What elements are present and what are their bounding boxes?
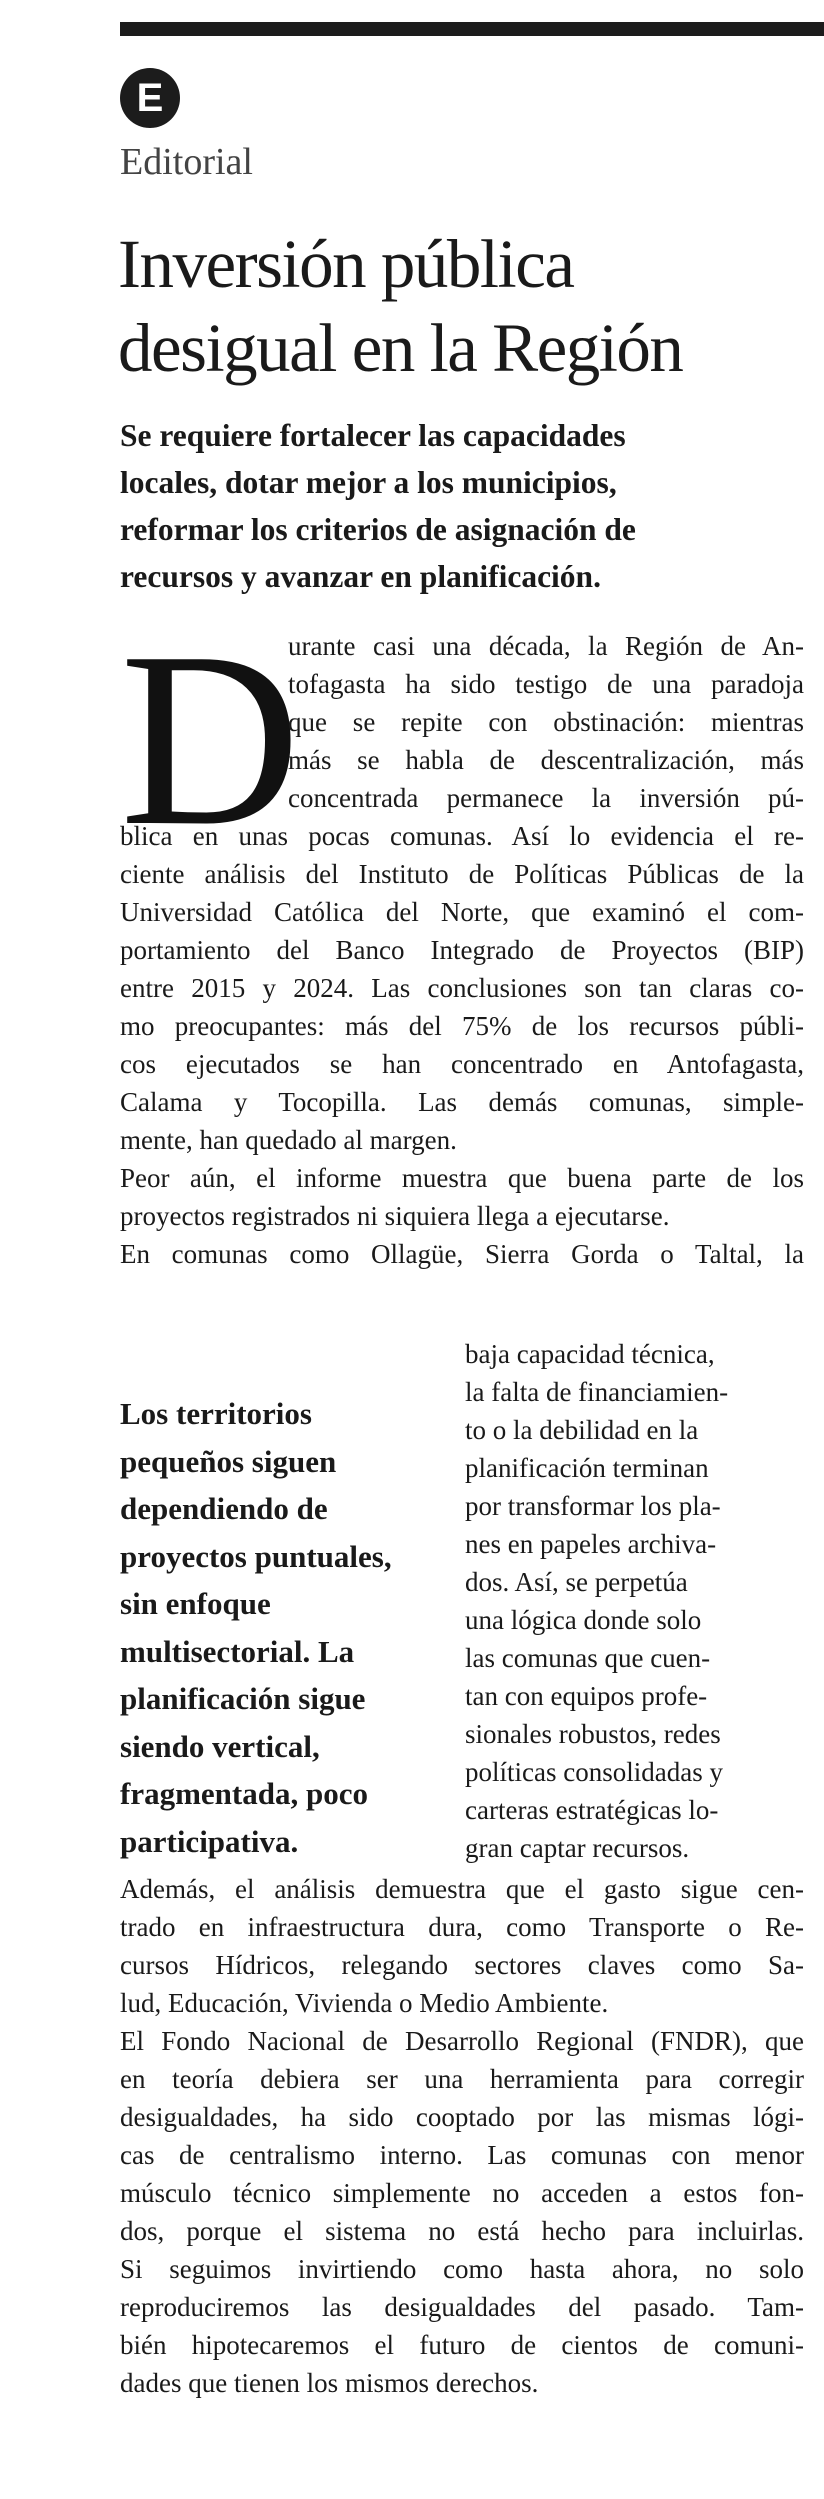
body-line: dades que tienen los mismos derechos.: [120, 2368, 539, 2398]
body-line: reproduciremos las desigualdades del pasado. Tam-: [120, 2292, 804, 2322]
body-line: que se repite con obstinación: mientras: [288, 707, 804, 737]
body-line: trado en infraestructura dura, como Transporte o Re-: [120, 1912, 804, 1942]
section-label: Editorial: [120, 141, 253, 183]
body-line: por transformar los pla-: [465, 1491, 721, 1521]
body-line: to o la debilidad en la: [465, 1415, 699, 1445]
body-bottom: [120, 1870, 804, 2402]
pull-quote: [120, 1390, 455, 1865]
body-line: una lógica donde solo: [465, 1605, 702, 1635]
body-line: tan con equipos profe-: [465, 1681, 708, 1711]
body-line: entre 2015 y 2024. Las conclusiones son tan claras co-: [120, 973, 804, 1003]
dek-line: recursos y avanzar en planificación.: [120, 559, 601, 594]
body-line: desigualdades, ha sido cooptado por las mismas lógi-: [120, 2102, 804, 2132]
body-line: ciente análisis del Instituto de Políticas Públicas de la: [120, 859, 804, 889]
body-line: cos ejecutados se han concentrado en Antofagasta,: [120, 1049, 804, 1079]
body-line: gran captar recursos.: [465, 1833, 690, 1863]
pull-quote-line: planificación sigue: [120, 1681, 366, 1716]
body-line: planificación terminan: [465, 1453, 709, 1483]
dek-line: Se requiere fortalecer las capacidades: [120, 418, 626, 453]
drop-cap: D: [120, 601, 301, 878]
body-line: políticas consolidadas y: [465, 1757, 723, 1787]
body-line: tofagasta ha sido testigo de una paradoja: [288, 669, 804, 699]
pull-quote-line: fragmentada, poco: [120, 1776, 368, 1811]
body-top: [120, 601, 804, 1273]
body-line: dos, porque el sistema no está hecho para incluirlas.: [120, 2216, 804, 2246]
pull-quote-line: siendo vertical,: [120, 1728, 320, 1764]
body-line: Si seguimos invirtiendo como hasta ahora, no solo: [120, 2254, 804, 2284]
pull-quote-line: sin enfoque: [120, 1586, 271, 1621]
body-line: en teoría debiera ser una herramienta para corregir: [120, 2064, 804, 2094]
pull-quote-line: participativa.: [120, 1823, 299, 1859]
top-rule: [120, 22, 824, 36]
body-line: mo preocupantes: más del 75% de los recursos públi-: [120, 1011, 804, 1041]
pull-quote-line: pequeños siguen: [120, 1443, 337, 1479]
body-line: sionales robustos, redes: [465, 1719, 721, 1749]
body-line: proyectos registrados ni siquiera llega a ejecutarse.: [120, 1201, 670, 1231]
dek-line: locales, dotar mejor a los municipios,: [120, 465, 617, 500]
body-line: músculo técnico simplemente no acceden a estos fon-: [120, 2178, 804, 2208]
body-line: Además, el análisis demuestra que el gasto sigue cen-: [120, 1874, 804, 1904]
body-line: las comunas que cuen-: [465, 1643, 711, 1673]
pull-quote-line: Los territorios: [120, 1396, 312, 1431]
body-line: urante casi una década, la Región de An-: [288, 631, 804, 661]
body-right-column: [465, 1335, 802, 1867]
body-line: la falta de financiamien-: [465, 1377, 729, 1407]
body-line: baja capacidad técnica,: [465, 1339, 715, 1369]
body-line: Calama y Tocopilla. Las demás comunas, simple-: [120, 1087, 804, 1117]
pull-quote-line: proyectos puntuales,: [120, 1538, 392, 1574]
body-line: nes en papeles archiva-: [465, 1529, 717, 1559]
body-line: Universidad Católica del Norte, que examinó el com-: [120, 897, 804, 927]
body-line: Peor aún, el informe muestra que buena parte de los: [120, 1163, 804, 1193]
body-line: El Fondo Nacional de Desarrollo Regional (FNDR), que: [120, 2026, 804, 2056]
body-line: concentrada permanece la inversión pú-: [288, 783, 804, 813]
headline-line: desigual en la Región: [118, 310, 683, 386]
body-line: más se habla de descentralización, más: [288, 745, 804, 775]
body-line: dos. Así, se perpetúa: [465, 1567, 688, 1597]
body-line: cas de centralismo interno. Las comunas con menor: [120, 2140, 804, 2170]
body-line: carteras estratégicas lo-: [465, 1795, 719, 1825]
body-line: cursos Hídricos, relegando sectores claves como Sa-: [120, 1950, 804, 1980]
headline: [118, 222, 818, 390]
body-line: lud, Educación, Vivienda o Medio Ambiente.: [120, 1988, 609, 2018]
body-line: En comunas como Ollagüe, Sierra Gorda o Taltal, la: [120, 1239, 804, 1269]
headline-line: Inversión pública: [118, 226, 574, 302]
body-line: mente, han quedado al margen.: [120, 1125, 457, 1155]
dek: [120, 412, 820, 600]
body-line: portamiento del Banco Integrado de Proyectos (BIP): [120, 935, 804, 965]
body-line: bién hipotecaremos el futuro de cientos de comuni-: [120, 2330, 804, 2360]
pull-quote-line: dependiendo de: [120, 1491, 328, 1526]
section-badge: E: [120, 68, 180, 128]
body-line: blica en unas pocas comunas. Así lo evidencia el re-: [120, 821, 804, 851]
pull-quote-line: multisectorial. La: [120, 1633, 355, 1669]
dek-line: reformar los criterios de asignación de: [120, 512, 636, 547]
